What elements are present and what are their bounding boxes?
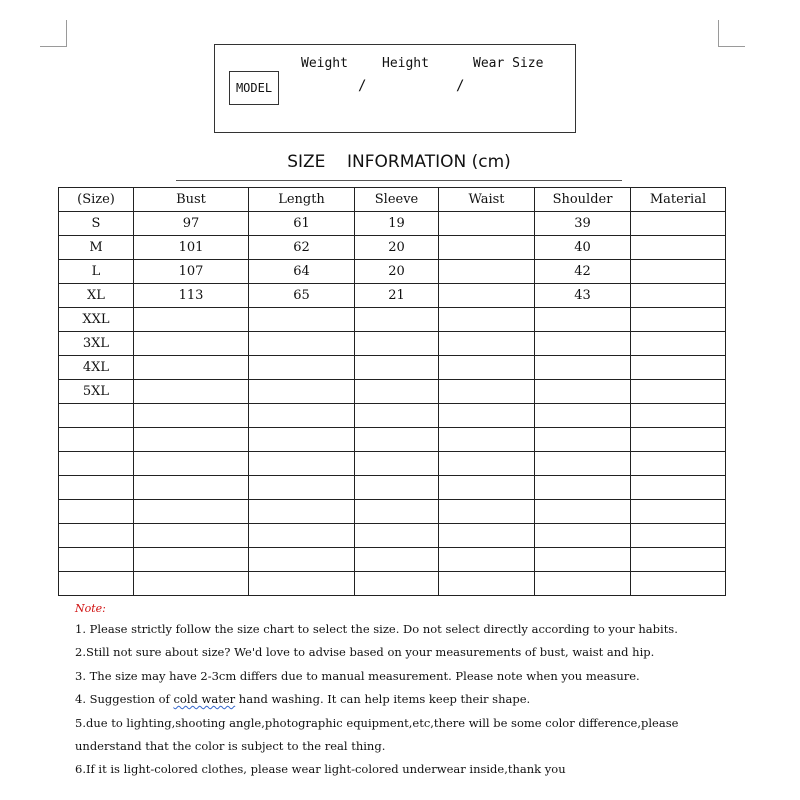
table-cell (439, 476, 535, 500)
note-line: 2.Still not sure about size? We'd love to advise based on your measurements of bust, waist and hip. (75, 645, 655, 660)
table-header-row (59, 188, 726, 212)
table-cell (249, 500, 355, 524)
table-cell (631, 476, 726, 500)
table-cell (134, 428, 249, 452)
table-cell (134, 524, 249, 548)
table-cell (439, 212, 535, 236)
table-cell (631, 500, 726, 524)
table-cell: 40 (535, 236, 631, 260)
table-cell (631, 524, 726, 548)
table-cell (59, 572, 134, 596)
table-cell (631, 452, 726, 476)
table-cell (439, 332, 535, 356)
table-cell: 62 (249, 236, 355, 260)
size-chart-body (59, 188, 726, 596)
table-cell (355, 332, 439, 356)
table-cell: 43 (535, 284, 631, 308)
table-cell: M (59, 236, 134, 260)
table-cell (439, 452, 535, 476)
spellcheck-highlight: cold water (173, 692, 236, 707)
table-cell (535, 500, 631, 524)
model-info-box (214, 44, 576, 133)
table-cell (355, 524, 439, 548)
table-cell (535, 572, 631, 596)
table-cell (631, 356, 726, 380)
notes-section (75, 600, 775, 782)
table-cell (439, 548, 535, 572)
table-cell (134, 404, 249, 428)
table-cell (535, 380, 631, 404)
page-corner-mark-left (40, 20, 67, 47)
table-cell (631, 404, 726, 428)
table-row (59, 212, 726, 236)
model-tag: MODEL (229, 71, 279, 105)
table-cell: 61 (249, 212, 355, 236)
table-row (59, 284, 726, 308)
table-header-cell: (Size) (59, 188, 134, 212)
table-cell (631, 548, 726, 572)
table-cell (59, 452, 134, 476)
table-row (59, 236, 726, 260)
table-cell: 20 (355, 260, 439, 284)
table-cell (249, 356, 355, 380)
table-cell (535, 476, 631, 500)
table-cell: 39 (535, 212, 631, 236)
table-cell (59, 524, 134, 548)
table-cell (59, 404, 134, 428)
table-cell (249, 524, 355, 548)
table-row (59, 308, 726, 332)
table-cell (439, 524, 535, 548)
size-information-title: SIZE INFORMATION (cm) (287, 152, 511, 172)
table-row (59, 380, 726, 404)
table-row (59, 260, 726, 284)
table-cell (249, 332, 355, 356)
table-cell (535, 524, 631, 548)
table-cell (355, 308, 439, 332)
table-cell (355, 476, 439, 500)
note-line: 3. The size may have 2-3cm differs due to manual measurement. Please note when you measure. (75, 668, 640, 683)
table-cell (631, 236, 726, 260)
table-cell: 3XL (59, 332, 134, 356)
table-cell: 5XL (59, 380, 134, 404)
table-cell: 101 (134, 236, 249, 260)
table-cell: 64 (249, 260, 355, 284)
table-row (59, 524, 726, 548)
table-cell (535, 428, 631, 452)
table-cell (134, 476, 249, 500)
table-cell (355, 356, 439, 380)
model-header-wear-size: Wear Size (473, 56, 544, 71)
table-cell (249, 404, 355, 428)
table-cell (134, 500, 249, 524)
page-corner-mark-right (718, 20, 745, 47)
table-cell: 4XL (59, 356, 134, 380)
table-cell (59, 476, 134, 500)
table-cell: 20 (355, 236, 439, 260)
table-cell (355, 500, 439, 524)
table-cell (631, 284, 726, 308)
table-row (59, 452, 726, 476)
table-cell (631, 572, 726, 596)
note-line: understand that the color is subject to the real thing. (75, 739, 386, 754)
table-row (59, 332, 726, 356)
table-cell (249, 476, 355, 500)
table-cell (631, 212, 726, 236)
table-cell (439, 236, 535, 260)
table-cell (439, 308, 535, 332)
table-cell: 97 (134, 212, 249, 236)
table-cell: XL (59, 284, 134, 308)
table-cell (249, 452, 355, 476)
table-cell (535, 308, 631, 332)
table-cell (249, 572, 355, 596)
table-row (59, 572, 726, 596)
table-cell (249, 380, 355, 404)
table-cell (134, 572, 249, 596)
table-cell (631, 380, 726, 404)
table-cell: 113 (134, 284, 249, 308)
table-row (59, 476, 726, 500)
table-row (59, 548, 726, 572)
table-cell (134, 356, 249, 380)
table-cell: XXL (59, 308, 134, 332)
model-header-weight: Weight (301, 56, 348, 71)
table-cell (439, 428, 535, 452)
table-header-cell: Material (631, 188, 726, 212)
table-cell (134, 452, 249, 476)
table-cell (535, 452, 631, 476)
table-cell (631, 332, 726, 356)
table-cell (355, 404, 439, 428)
table-cell (631, 260, 726, 284)
table-cell (134, 332, 249, 356)
note-line: 5.due to lighting,shooting angle,photographic equipment,etc,there will be some color difference,please (75, 715, 679, 730)
table-cell (535, 548, 631, 572)
table-cell: 107 (134, 260, 249, 284)
table-row (59, 356, 726, 380)
table-header-cell: Sleeve (355, 188, 439, 212)
table-cell (439, 500, 535, 524)
model-separator: / (456, 78, 465, 94)
table-cell (439, 260, 535, 284)
table-cell: 42 (535, 260, 631, 284)
table-header-cell: Length (249, 188, 355, 212)
table-cell (439, 284, 535, 308)
table-cell (631, 308, 726, 332)
table-header-cell: Shoulder (535, 188, 631, 212)
notes-list (75, 618, 775, 782)
table-cell (355, 452, 439, 476)
note-line: 6.If it is light-colored clothes, please wear light-colored underwear inside,thank you (75, 762, 566, 777)
model-separator: / (358, 78, 367, 94)
table-header-cell: Bust (134, 188, 249, 212)
table-cell (439, 356, 535, 380)
table-cell (249, 548, 355, 572)
table-cell (134, 548, 249, 572)
table-cell: 19 (355, 212, 439, 236)
note-line: 1. Please strictly follow the size chart to select the size. Do not select directly according to your habits. (75, 622, 678, 636)
table-cell (355, 572, 439, 596)
table-cell (439, 572, 535, 596)
title-underline (176, 180, 622, 181)
table-cell (249, 308, 355, 332)
table-cell (631, 428, 726, 452)
table-cell: S (59, 212, 134, 236)
table-cell (59, 500, 134, 524)
table-row (59, 404, 726, 428)
table-cell (355, 428, 439, 452)
table-cell (355, 380, 439, 404)
table-cell (439, 380, 535, 404)
table-cell (439, 404, 535, 428)
model-header-height: Height (382, 56, 429, 71)
table-cell: 21 (355, 284, 439, 308)
table-cell (535, 332, 631, 356)
table-header-cell: Waist (439, 188, 535, 212)
size-chart-table (58, 187, 726, 596)
table-cell: 65 (249, 284, 355, 308)
table-row (59, 500, 726, 524)
table-cell (355, 548, 439, 572)
table-cell: L (59, 260, 134, 284)
table-cell (535, 404, 631, 428)
notes-heading: Note: (75, 602, 106, 615)
table-cell (134, 380, 249, 404)
note-line: 4. Suggestion of cold water hand washing. It can help items keep their shape. (75, 692, 531, 707)
table-cell (249, 428, 355, 452)
table-cell (59, 548, 134, 572)
table-row (59, 428, 726, 452)
table-cell (59, 428, 134, 452)
table-cell (134, 308, 249, 332)
table-cell (535, 356, 631, 380)
